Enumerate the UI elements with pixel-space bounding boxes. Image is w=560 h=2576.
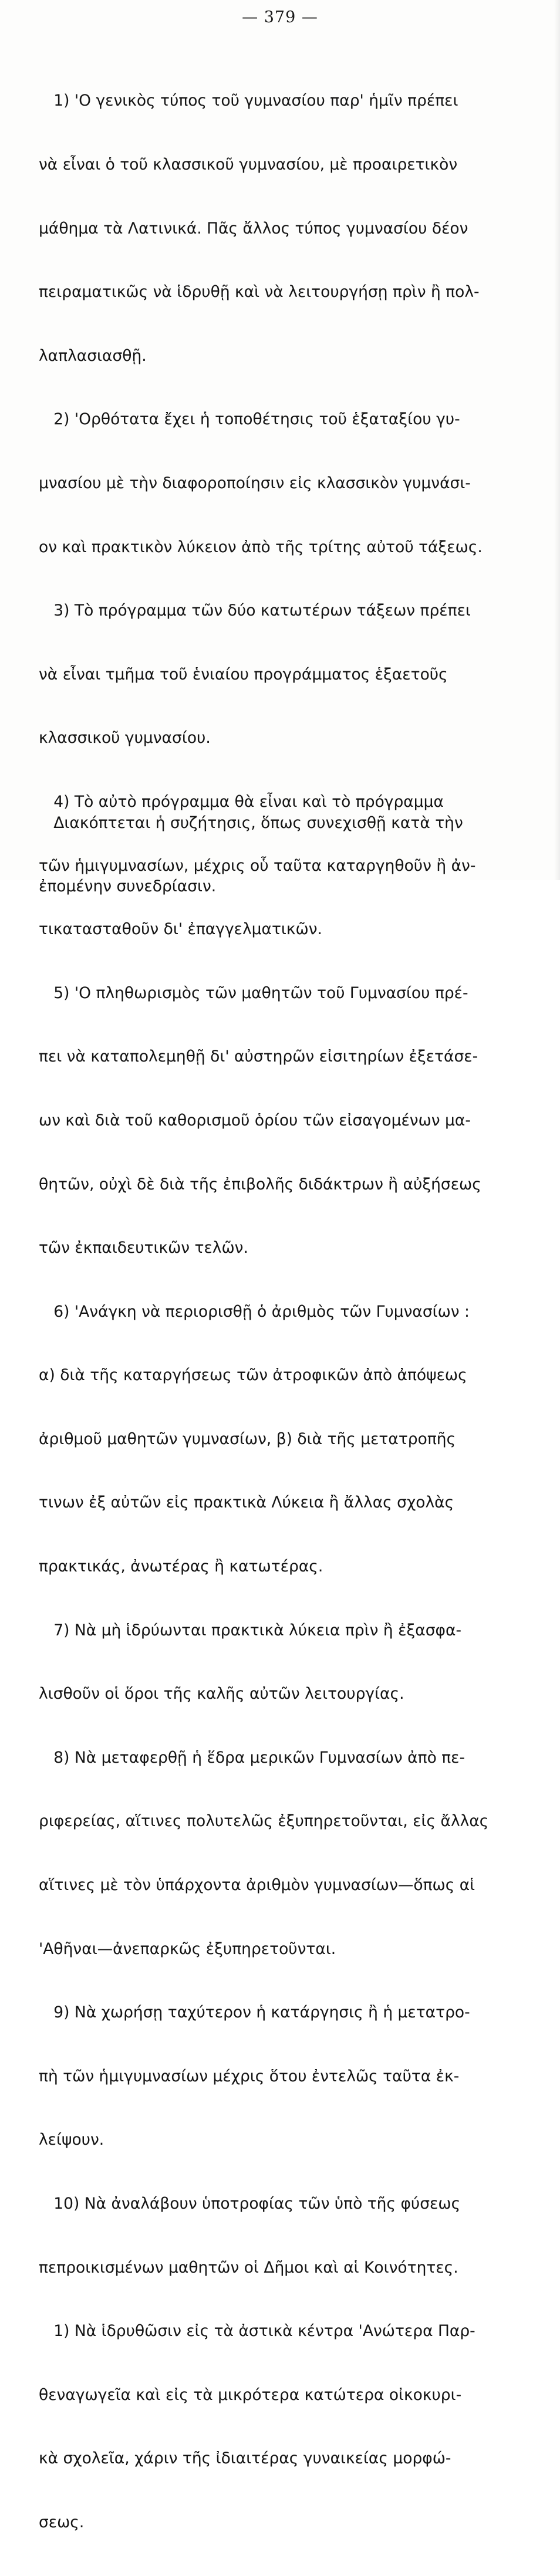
text-line: 7) Νὰ μὴ ἱδρύωνται πρακτικὰ λύκεια πρὶν ἢ ἐξασφα-	[39, 1621, 462, 1639]
text-line: τῶν ἡμιγυμνασίων, μέχρις οὗ ταῦτα καταργηθοῦν ἢ ἀν-	[39, 856, 476, 875]
text-line: 6) 'Ανάγκη νὰ περιορισθῇ ὁ ἀριθμὸς τῶν Γυμνασίων :	[39, 1302, 470, 1321]
text-line: ον καὶ πρακτικὸν λύκειον ἀπὸ τῆς τρίτης αὐτοῦ τάξεως.	[39, 537, 483, 556]
page-number: — 379 —	[242, 8, 318, 26]
text-line: 2) 'Ορθότατα ἔχει ἡ τοποθέτησις τοῦ ἑξαταξίου γυ-	[39, 410, 460, 429]
text-line: 8) Νὰ μεταφερθῇ ἡ ἕδρα μερικῶν Γυμνασίων ἀπὸ πε-	[39, 1748, 465, 1767]
text-line: πὴ τῶν ἡμιγυμνασίων μέχρις ὅτου ἐντελῶς ταῦτα ἐκ-	[39, 2067, 460, 2085]
text-line: 3) Τὸ πρόγραμμα τῶν δύο κατωτέρων τάξεων πρέπει	[39, 601, 471, 620]
text-line: μάθημα τὰ Λατινικά. Πᾶς ἄλλος τύπος γυμνασίου δέον	[39, 219, 468, 238]
text-line: θητῶν, οὐχὶ δὲ διὰ τῆς ἐπιβολῆς διδάκτρων ἢ αὐξήσεως	[39, 1175, 481, 1194]
closing-line: ἐπομένην συνεδρίασιν.	[39, 877, 217, 896]
text-line: κὰ σχολεῖα, χάριν τῆς ἰδιαιτέρας γυναικείας μορφώ-	[39, 2449, 451, 2468]
text-line: θεναγωγεῖα καὶ εἰς τὰ μικρότερα κατώτερα οἰκοκυρι-	[39, 2385, 462, 2404]
closing-paragraph	[39, 770, 514, 939]
text-line: 'Αθῆναι—ἀνεπαρκῶς ἐξυπηρετοῦνται.	[39, 1939, 336, 1958]
text-line: σεως.	[39, 2513, 85, 2531]
text-line: ων καὶ διὰ τοῦ καθορισμοῦ ὁρίου τῶν εἰσαγομένων μα-	[39, 1111, 471, 1130]
text-line: α) διὰ τῆς καταργήσεως τῶν ἀτροφικῶν ἀπὸ ἀπόψεως	[39, 1366, 467, 1385]
text-line: πρακτικάς, ἀνωτέρας ἢ κατωτέρας.	[39, 1557, 323, 1576]
text-line: 1) 'Ο γενικὸς τύπος τοῦ γυμνασίου παρ' ἡμῖν πρέπει	[39, 92, 458, 110]
text-line: τινων ἐξ αὐτῶν εἰς πρακτικὰ Λύκεια ἢ ἄλλας σχολὰς	[39, 1493, 454, 1512]
text-line: τικατασταθοῦν δι' ἐπαγγελματικῶν.	[39, 920, 322, 939]
text-line: κλασσικοῦ γυμνασίου.	[39, 729, 211, 748]
text-line: 5) 'Ο πληθωρισμὸς τῶν μαθητῶν τοῦ Γυμνασίου πρέ-	[39, 983, 468, 1002]
text-line: ριφερείας, αἵτινες πολυτελῶς ἐξυπηρετοῦνται, εἰς ἄλλας	[39, 1812, 489, 1831]
text-line: λαπλασιασθῇ.	[39, 346, 147, 365]
text-line: μνασίου μὲ τὴν διαφοροποίησιν εἰς κλασσικὸν γυμνάσι-	[39, 474, 471, 492]
text-line: αἵτινες μὲ τὸν ὑπάρχοντα ἀριθμὸν γυμνασίων—ὅπως αἱ	[39, 1876, 475, 1895]
text-line: νὰ εἶναι τμῆμα τοῦ ἑνιαίου προγράμματος ἑξαετοῦς	[39, 665, 448, 684]
text-line: πεπροικισμένων μαθητῶν οἱ Δῆμοι καὶ αἱ Κοινότητες.	[39, 2258, 458, 2277]
text-line: νὰ εἶναι ὁ τοῦ κλασσικοῦ γυμνασίου, μὲ προαιρετικὸν	[39, 155, 458, 174]
text-line: 4) Τὸ αὐτὸ πρόγραμμα θὰ εἶναι καὶ τὸ πρόγραμμα	[39, 792, 444, 811]
text-line: 1) Νὰ ἱδρυθῶσιν εἰς τὰ ἀστικὰ κέντρα 'Ανώτερα Παρ-	[39, 2322, 475, 2341]
text-line: λείψουν.	[39, 2131, 104, 2149]
text-line: πειραματικῶς νὰ ἱδρυθῇ καὶ νὰ λειτουργήσῃ πρὶν ἢ πολ-	[39, 283, 480, 302]
body-text	[39, 48, 514, 2576]
text-line: λισθοῦν οἱ ὅροι τῆς καλῆς αὐτῶν λειτουργίας.	[39, 1685, 404, 1703]
text-line: πει νὰ καταπολεμηθῇ δι' αὐστηρῶν εἰσιτηρίων ἐξετάσε-	[39, 1047, 478, 1066]
scan-edge-shadow	[554, 0, 560, 880]
text-line: ἀριθμοῦ μαθητῶν γυμνασίων, β) διὰ τῆς μετατροπῆς	[39, 1429, 456, 1448]
text-line: 10) Νὰ ἀναλάβουν ὑποτροφίας τῶν ὑπὸ τῆς φύσεως	[39, 2195, 461, 2213]
closing-line: Διακόπτεται ἡ συζήτησις, ὅπως συνεχισθῇ κατὰ τὴν	[39, 814, 463, 832]
text-line: τῶν ἐκπαιδευτικῶν τελῶν.	[39, 1239, 248, 1257]
text-line: 9) Νὰ χωρήσῃ ταχύτερον ἡ κατάργησις ἢ ἡ μετατρο-	[39, 2003, 470, 2022]
